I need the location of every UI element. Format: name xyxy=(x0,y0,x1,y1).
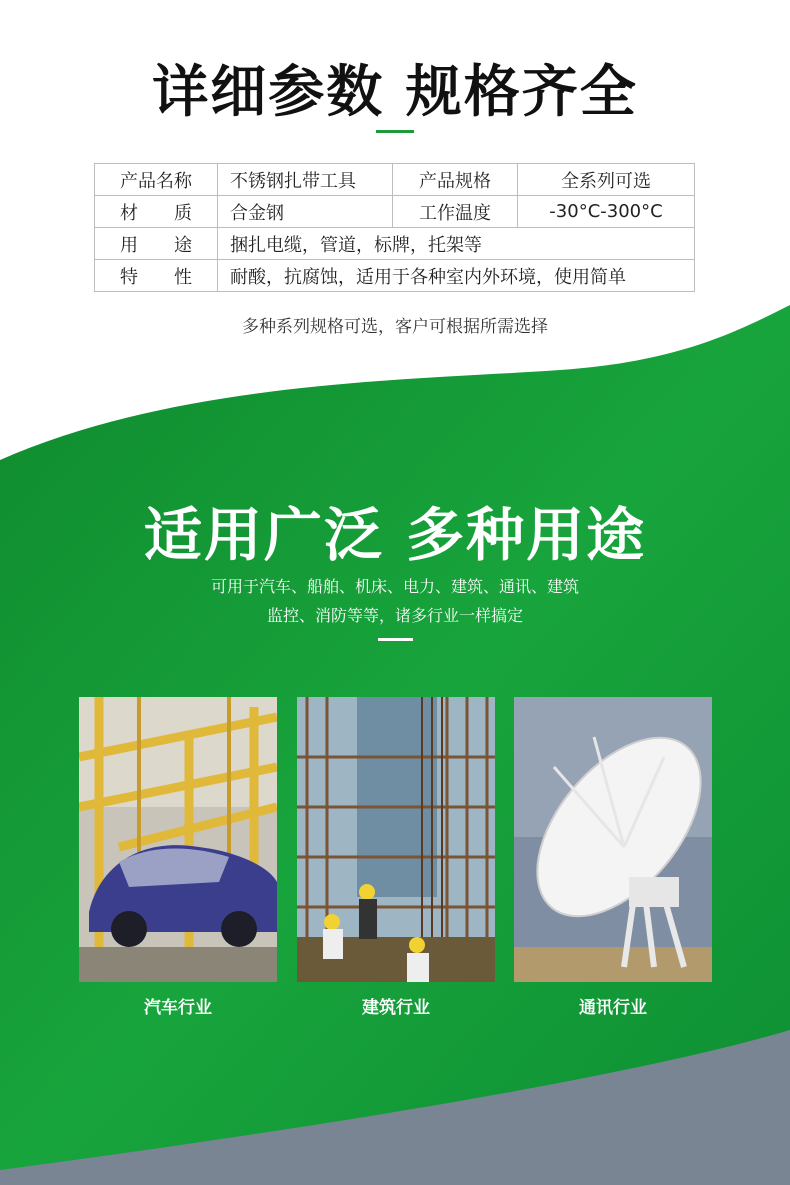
table-row xyxy=(95,228,695,260)
usage-description-line2: 监控、消防等等，诸多行业一样搞定 xyxy=(266,606,523,625)
title-underline xyxy=(376,130,414,133)
card-caption-auto: 汽车行业 xyxy=(144,998,212,1018)
param-key: 工作温度 xyxy=(393,196,518,228)
usage-underline xyxy=(378,638,413,641)
param-key: 用 途 xyxy=(95,228,218,260)
param-value: 合金钢 xyxy=(218,196,393,228)
satellite-dish-photo xyxy=(514,697,712,982)
construction-photo xyxy=(297,697,495,982)
param-value: 耐酸，抗腐蚀，适用于各种室内外环境，使用简单 xyxy=(218,260,695,292)
page-title: 详细参数 规格齐全 xyxy=(152,60,638,125)
param-value: 捆扎电缆，管道，标牌，托架等 xyxy=(218,228,695,260)
table-row xyxy=(95,196,695,228)
param-key: 特 性 xyxy=(95,260,218,292)
param-key: 产品名称 xyxy=(95,164,218,196)
params-note: 多种系列规格可选，客户可根据所需选择 xyxy=(242,317,548,337)
table-row xyxy=(95,164,695,196)
param-value: 不锈钢扎带工具 xyxy=(218,164,393,196)
card-caption-construction: 建筑行业 xyxy=(362,998,430,1018)
car-factory-photo xyxy=(79,697,277,982)
usage-title: 适用广泛 多种用途 xyxy=(143,501,647,569)
param-value: -30°C-300°C xyxy=(518,196,695,228)
params-table xyxy=(94,163,695,292)
table-row xyxy=(95,260,695,292)
param-key: 产品规格 xyxy=(393,164,518,196)
param-value: 全系列可选 xyxy=(518,164,695,196)
card-caption-telecom: 通讯行业 xyxy=(579,998,647,1018)
usage-description-line1: 可用于汽车、船舶、机床、电力、建筑、通讯、建筑 xyxy=(210,577,579,596)
param-key: 材 质 xyxy=(95,196,218,228)
